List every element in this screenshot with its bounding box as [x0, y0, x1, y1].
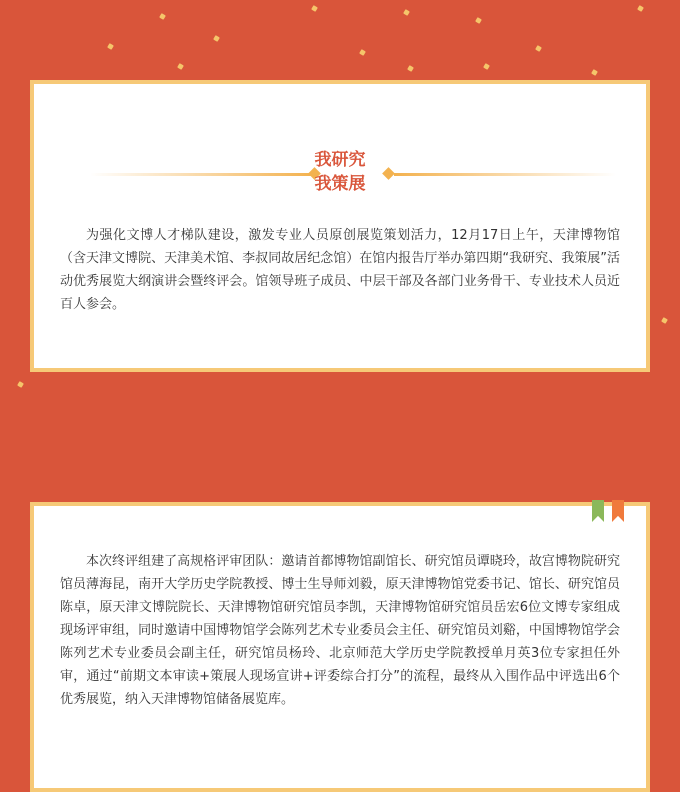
- bookmark-green-icon: [592, 500, 604, 522]
- intro-card: [30, 80, 650, 372]
- section-heading: [34, 148, 646, 196]
- confetti-decoration: [177, 63, 184, 70]
- confetti-decoration: [107, 43, 114, 50]
- confetti-decoration: [591, 69, 598, 76]
- title-line-2: 我策展: [314, 174, 366, 194]
- confetti-decoration: [483, 63, 490, 70]
- confetti-decoration: [407, 65, 414, 72]
- confetti-decoration: [403, 9, 410, 16]
- confetti-decoration: [213, 35, 220, 42]
- title-divider-right: [394, 173, 616, 176]
- jury-paragraph: 本次终评组建了高规格评审团队：邀请首都博物馆副馆长、研究馆员谭晓玲，故宫博物院研究馆员薄海昆，南开大学历史学院教授、博士生导师刘毅，原天津博物馆党委书记、馆长、研究馆员陈卓，原天津文博院院长、天津博物馆研究馆员李凯，天津博物馆研究馆员岳宏6位文博专家组成现场评审组，同时邀请中国博物馆学会陈列艺术专业委员会主任、研究馆员刘谿，中国博物馆学会陈列艺术专业委员会副主任，研究馆员杨玲、北京师范大学历史学院教授单月英3位专家担任外审，通过“前期文本审读+策展人现场宣讲+评委综合打分”的流程，最终从入围作品中评选出6个优秀展览，纳入天津博物馆储备展览库。: [60, 554, 620, 707]
- confetti-decoration: [311, 5, 318, 12]
- confetti-decoration: [535, 45, 542, 52]
- confetti-decoration: [159, 13, 166, 20]
- confetti-decoration: [661, 317, 668, 324]
- confetti-decoration: [359, 49, 366, 56]
- bookmark-orange-icon: [612, 500, 624, 522]
- title-line-1: 我研究: [314, 150, 366, 170]
- confetti-decoration: [475, 17, 482, 24]
- jury-card: [30, 502, 650, 792]
- confetti-decoration: [17, 381, 24, 388]
- section-title: [34, 148, 646, 200]
- intro-paragraph: 为强化文博人才梯队建设，激发专业人员原创展览策划活力，12月17日上午，天津博物馆（含天津文博院、天津美术馆、李叔同故居纪念馆）在馆内报告厅举办第四期“我研究、我策展”活动优秀展览大纲演讲会暨终评会。馆领导班子成员、中层干部及各部门业务骨干、专业技术人员近百人参会。: [60, 228, 620, 312]
- confetti-decoration: [637, 5, 644, 12]
